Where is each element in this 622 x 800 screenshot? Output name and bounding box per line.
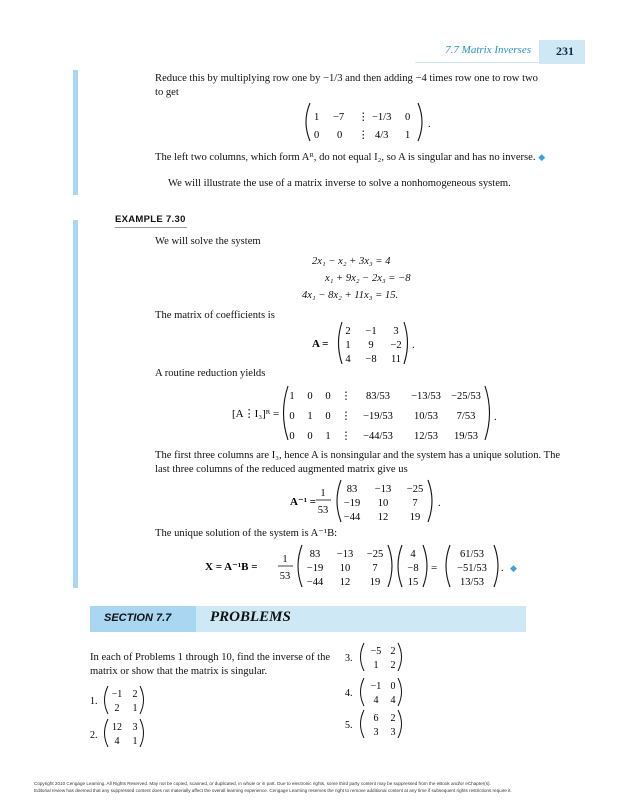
problem-cell: 3 — [132, 722, 138, 733]
augmented-cell: 0 — [289, 411, 295, 422]
page-number: 231 — [556, 44, 574, 58]
equation-1: 2x₁ − x₂ + 3x₃ = 4 — [312, 256, 391, 267]
equals-sign: = — [431, 562, 438, 574]
problem-number: 2. — [90, 730, 98, 741]
inverse-matrix — [288, 478, 448, 524]
matrix1-cell: 1 — [314, 112, 320, 123]
augmented-cell: ⋮ — [340, 411, 352, 422]
matrix1-cell: 1 — [405, 130, 411, 141]
section-label: SECTION 7.7 — [104, 612, 172, 624]
end-of-example-diamond-icon: ◆ — [538, 152, 546, 162]
problem-cell: 2 — [390, 660, 396, 671]
problem-cell: 4 — [114, 736, 120, 747]
problem-cell: 6 — [373, 713, 379, 724]
matrix1-period: . — [428, 119, 431, 130]
Ainv-cell: 83 — [309, 549, 321, 560]
frac-denominator-2: 53 — [279, 571, 291, 582]
B-cell: 15 — [407, 577, 419, 588]
problem-cell: −1 — [111, 689, 123, 700]
augmented-label: [A⋮I₃]ᴿ = — [232, 408, 280, 420]
augmented-cell: 0 — [289, 431, 295, 442]
Ainv-cell: 7 — [412, 498, 418, 509]
augmented-cell: 1 — [325, 431, 331, 442]
Ainv-cell: −44 — [343, 512, 361, 523]
Ainv-cell: 19 — [369, 577, 381, 588]
problem-cell: 2 — [132, 689, 138, 700]
problems-instructions-line2: matrix or show that the matrix is singular. — [90, 666, 268, 677]
equation-3: 4x₁ − 8x₂ + 11x₃ = 15. — [302, 290, 399, 301]
problem-cell: 2 — [390, 646, 396, 657]
frac-denominator: 53 — [317, 505, 329, 516]
problem-number: 4. — [345, 688, 353, 699]
end-of-example-diamond-icon: ◆ — [510, 563, 517, 573]
matrix1-cell: 0 — [405, 112, 411, 123]
solve-text: We will solve the system — [155, 236, 261, 247]
copyright-line2: Editorial review has deemed that any suppressed content does not materially affect the overall learning experience. Cengage Learning reserves the right to remove additional content at any time if subsequent rights restrictions require it. — [34, 788, 512, 793]
problem-item — [90, 686, 144, 714]
problem-cell: 12 — [112, 722, 122, 733]
problem-cell: 4 — [390, 695, 396, 706]
frac-numerator-2: 1 — [282, 554, 288, 565]
X-label: X = A⁻¹B = — [205, 561, 258, 573]
Ainv-cell: 12 — [377, 512, 389, 523]
augmented-cell: 10/53 — [414, 411, 438, 422]
frac-numerator: 1 — [320, 488, 326, 499]
A-cell: 1 — [345, 340, 351, 351]
Ainv-cell: −13 — [336, 549, 354, 560]
augmented-cell: 83/53 — [366, 391, 390, 402]
svg-text:.: . — [412, 340, 415, 351]
Ainv-label: A⁻¹ = — [290, 496, 317, 508]
svg-text:.: . — [438, 498, 441, 509]
B-cell: 4 — [410, 549, 416, 560]
augmented-reduced-matrix — [228, 384, 500, 442]
problem-cell: −1 — [370, 681, 382, 692]
Ainv-cell: −19 — [343, 498, 361, 509]
reduce-paragraph-line1: Reduce this by multiplying row one by −1/3 and then adding −4 times row one to row two — [155, 73, 538, 84]
A-label: A = — [312, 338, 329, 350]
problem-cell: 2 — [390, 713, 396, 724]
Ainv-cell: −19 — [306, 563, 324, 574]
problem-number: 5. — [345, 720, 353, 731]
Ainv-cell: −13 — [374, 484, 392, 495]
matrix1-cell: ⋮ — [358, 130, 369, 141]
augmented-cell: 12/53 — [414, 431, 438, 442]
Ainv-cell: 12 — [339, 577, 351, 588]
problem-cell: 3 — [390, 727, 396, 738]
X-cell: −51/53 — [457, 563, 487, 574]
unique-solution-text: The unique solution of the system is A⁻¹B: — [155, 528, 338, 539]
X-cell: 13/53 — [460, 577, 484, 588]
problems-instructions-line1: In each of Problems 1 through 10, find the inverse of the — [90, 652, 331, 663]
matrix1-cell: 4/3 — [375, 130, 389, 141]
matrix1-cell: −7 — [333, 112, 345, 123]
Ainv-cell: 19 — [409, 512, 421, 523]
A-cell: 9 — [368, 340, 374, 351]
problem-list-left — [88, 684, 158, 750]
margin-bar — [73, 220, 78, 588]
augmented-cell: 0 — [325, 411, 331, 422]
B-cell: −8 — [407, 563, 419, 574]
example-label: EXAMPLE 7.30 — [115, 214, 186, 225]
problem-item — [345, 643, 402, 671]
header-section-title: 7.7 Matrix Inverses — [445, 44, 531, 56]
singular-paragraph — [155, 150, 545, 165]
Ainv-cell: −25 — [366, 549, 384, 560]
running-header — [385, 40, 585, 64]
Ainv-cell: 7 — [372, 563, 378, 574]
Ainv-cell: 83 — [346, 484, 358, 495]
problem-cell: −5 — [370, 646, 382, 657]
problem-number: 3. — [345, 653, 353, 664]
matrix1-cell: ⋮ — [358, 112, 369, 123]
coefficients-text: The matrix of coefficients is — [155, 310, 275, 321]
matrix1-cell: −1/3 — [372, 112, 392, 123]
nonsingular-text-line2: last three columns of the reduced augmented matrix give us — [155, 464, 408, 475]
problem-list-right — [343, 640, 413, 744]
illustrate-paragraph: We will illustrate the use of a matrix inverse to solve a nonhomogeneous system. — [168, 178, 511, 189]
section-title: PROBLEMS — [210, 609, 291, 625]
problem-cell: 1 — [132, 736, 138, 747]
Ainv-cell: −25 — [406, 484, 424, 495]
routine-text: A routine reduction yields — [155, 368, 266, 379]
problem-cell: 0 — [390, 681, 396, 692]
reduced-matrix-2x2 — [300, 100, 440, 146]
problem-item — [90, 719, 144, 747]
coefficient-matrix-A — [310, 320, 420, 366]
augmented-cell: −44/53 — [363, 431, 393, 442]
augmented-cell: 19/53 — [454, 431, 478, 442]
problem-cell: 4 — [373, 695, 379, 706]
augmented-cell: −13/53 — [411, 391, 441, 402]
A-cell: 4 — [345, 354, 351, 365]
problem-item — [345, 710, 402, 738]
svg-text:.: . — [494, 412, 497, 423]
copyright-line1: Copyright 2010 Cengage Learning. All Rights Reserved. May not be copied, scanned, or duplicated, in whole or in part. Due to electronic rights, some third party content may be suppressed from the eBook and/or eChapter(s). — [34, 781, 491, 786]
problem-cell: 2 — [114, 703, 120, 714]
A-cell: −8 — [365, 354, 377, 365]
Ainv-cell: 10 — [339, 563, 351, 574]
singular-text: The left two columns, which form Aᴿ, do not equal I₂, so A is singular and has no inverse. — [155, 152, 536, 163]
A-cell: 11 — [390, 354, 402, 365]
augmented-cell: −19/53 — [363, 411, 393, 422]
augmented-cell: 1 — [289, 391, 295, 402]
augmented-cell: 7/53 — [456, 411, 476, 422]
problem-cell: 1 — [373, 660, 379, 671]
A-cell: −2 — [390, 340, 402, 351]
header-rule — [415, 62, 539, 63]
problem-cell: 3 — [373, 727, 379, 738]
equation-2: x₁ + 9x₂ − 2x₃ = −8 — [325, 273, 411, 284]
problem-number: 1. — [90, 696, 98, 707]
Ainv-cell: −44 — [306, 577, 324, 588]
matrix1-cell: 0 — [337, 130, 343, 141]
example-label-underline — [115, 227, 187, 228]
nonsingular-text-line1: The first three columns are I₃, hence A is nonsingular and the system has a unique solution. The — [155, 450, 561, 461]
A-cell: −1 — [365, 326, 377, 337]
solution-equation — [205, 543, 525, 589]
augmented-cell: 0 — [325, 391, 331, 402]
augmented-cell: 0 — [307, 391, 313, 402]
A-cell: 2 — [345, 326, 351, 337]
margin-bar — [73, 70, 78, 195]
problem-cell: 1 — [132, 703, 138, 714]
augmented-cell: −25/53 — [451, 391, 481, 402]
reduce-paragraph-line2: to get — [155, 87, 179, 98]
Ainv-cell: 10 — [377, 498, 389, 509]
problem-item — [345, 678, 402, 706]
solution-period: . — [501, 563, 504, 574]
augmented-cell: 0 — [307, 431, 313, 442]
augmented-cell: 1 — [307, 411, 313, 422]
A-cell: 3 — [393, 326, 399, 337]
X-cell: 61/53 — [460, 549, 484, 560]
augmented-cell: ⋮ — [340, 391, 352, 402]
augmented-cell: ⋮ — [340, 431, 352, 442]
matrix1-cell: 0 — [314, 130, 320, 141]
